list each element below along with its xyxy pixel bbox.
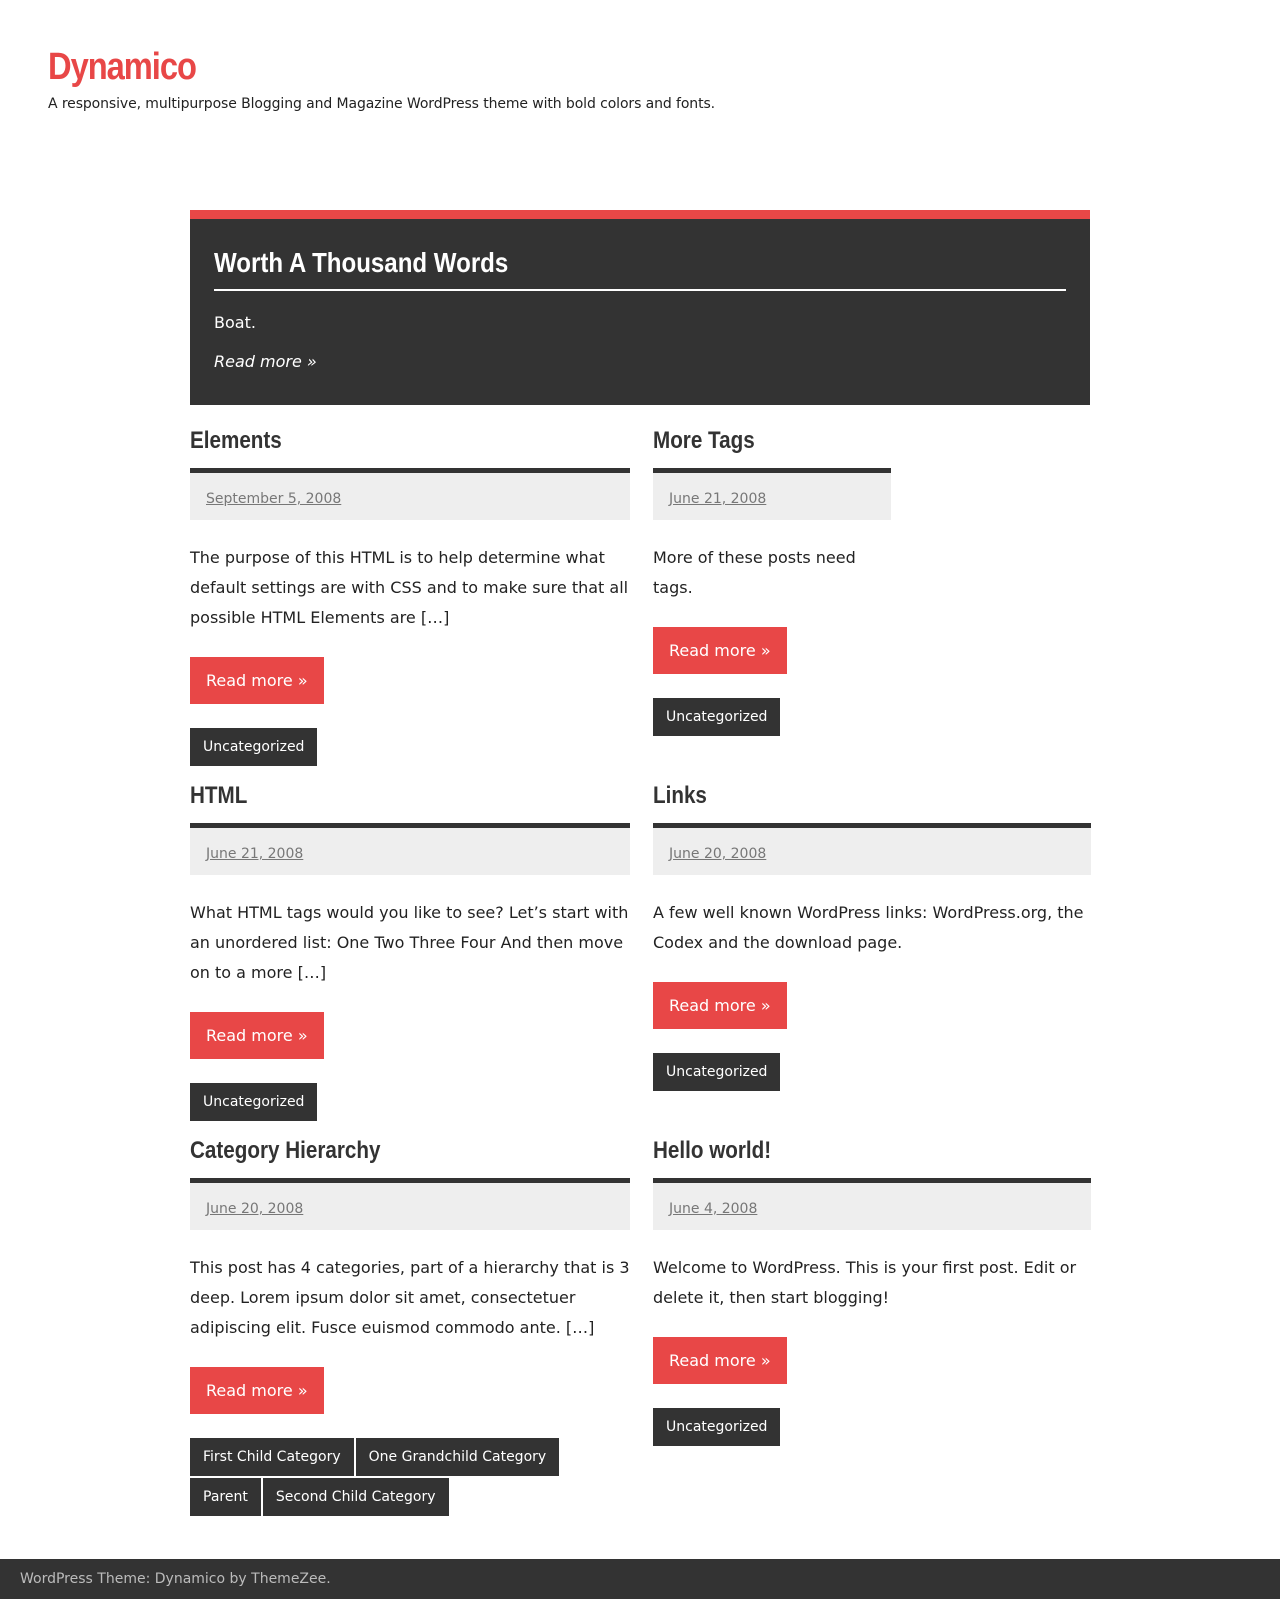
post-excerpt: Welcome to WordPress. This is your first post. Edit or delete it, then start blogging!: [653, 1258, 1077, 1307]
post-meta: [653, 823, 1091, 875]
post-meta: [653, 468, 891, 520]
featured-excerpt: Boat.: [214, 313, 256, 332]
post-elements: [190, 426, 630, 766]
read-more-button[interactable]: Read more »: [190, 657, 324, 704]
post-title[interactable]: Hello world!: [653, 1137, 772, 1164]
post-meta: [190, 1178, 630, 1230]
post-links: [653, 781, 1091, 1091]
category-tag[interactable]: Uncategorized: [653, 698, 780, 736]
post-meta: [653, 1178, 1091, 1230]
read-more-button[interactable]: Read more »: [190, 1012, 324, 1059]
footer-prefix: WordPress Theme:: [20, 1571, 155, 1587]
category-tag[interactable]: Parent: [190, 1478, 261, 1516]
site-description: A responsive, multipurpose Blogging and Magazine WordPress theme with bold colors and fonts.: [48, 96, 716, 112]
category-tag[interactable]: Uncategorized: [653, 1053, 780, 1091]
category-tag[interactable]: Second Child Category: [263, 1478, 449, 1516]
post-title[interactable]: Links: [653, 782, 707, 809]
post-date-link[interactable]: June 21, 2008: [669, 491, 767, 507]
post-date-link[interactable]: June 20, 2008: [669, 846, 767, 862]
footer-theme-link[interactable]: Dynamico: [154, 1571, 226, 1587]
post-date-link[interactable]: June 21, 2008: [206, 846, 304, 862]
featured-post-title[interactable]: Worth A Thousand Words: [214, 247, 509, 278]
post-title[interactable]: Category Hierarchy: [190, 1137, 381, 1164]
footer-suffix: .: [326, 1571, 331, 1587]
post-category-hierarchy: [190, 1136, 630, 1516]
read-more-button[interactable]: Read more »: [653, 627, 787, 674]
post-title[interactable]: Elements: [190, 427, 282, 454]
post-excerpt: This post has 4 categories, part of a hierarchy that is 3 deep. Lorem ipsum dolor sit amet, consectetuer adipiscing elit. Fusce euismod commodo ante. […]: [190, 1258, 630, 1337]
post-title[interactable]: More Tags: [653, 427, 755, 454]
post-excerpt: More of these posts need tags.: [653, 548, 856, 597]
post-date-link[interactable]: September 5, 2008: [206, 491, 342, 507]
post-categories: [190, 1438, 630, 1516]
read-more-button[interactable]: Read more »: [190, 1367, 324, 1414]
category-tag[interactable]: Uncategorized: [653, 1408, 780, 1446]
post-meta: [190, 468, 630, 520]
category-tag[interactable]: One Grandchild Category: [356, 1438, 560, 1476]
post-categories: [653, 1408, 1091, 1446]
site-title-link[interactable]: Dynamico: [48, 46, 196, 88]
post-title[interactable]: HTML: [190, 782, 248, 809]
site-header: [48, 44, 715, 112]
post-date-link[interactable]: June 20, 2008: [206, 1201, 304, 1217]
featured-post: [190, 210, 1090, 405]
category-tag[interactable]: First Child Category: [190, 1438, 354, 1476]
footer-by: by: [225, 1571, 252, 1587]
category-tag[interactable]: Uncategorized: [190, 728, 317, 766]
post-more-tags: [653, 426, 891, 736]
read-more-button[interactable]: Read more »: [653, 982, 787, 1029]
post-categories: [190, 1083, 630, 1121]
post-html: [190, 781, 630, 1121]
post-excerpt: What HTML tags would you like to see? Let’s start with an unordered list: One Two Three Four And then move on to a more […]: [190, 903, 629, 982]
footer-author-link[interactable]: ThemeZee: [251, 1571, 327, 1587]
post-meta: [190, 823, 630, 875]
post-date-link[interactable]: June 4, 2008: [669, 1201, 758, 1217]
read-more-button[interactable]: Read more »: [653, 1337, 787, 1384]
post-categories: [653, 1053, 1091, 1091]
post-categories: [653, 698, 891, 736]
post-hello-world: [653, 1136, 1091, 1446]
category-tag[interactable]: Uncategorized: [190, 1083, 317, 1121]
post-excerpt: A few well known WordPress links: WordPress.org, the Codex and the download page.: [653, 903, 1084, 952]
post-categories: [190, 728, 630, 766]
post-excerpt: The purpose of this HTML is to help determine what default settings are with CSS and to make sure that all possible HTML Elements are […]: [190, 548, 629, 627]
featured-divider: [214, 289, 1066, 291]
site-footer: [0, 1559, 1280, 1599]
featured-read-more-link[interactable]: Read more »: [214, 352, 317, 371]
